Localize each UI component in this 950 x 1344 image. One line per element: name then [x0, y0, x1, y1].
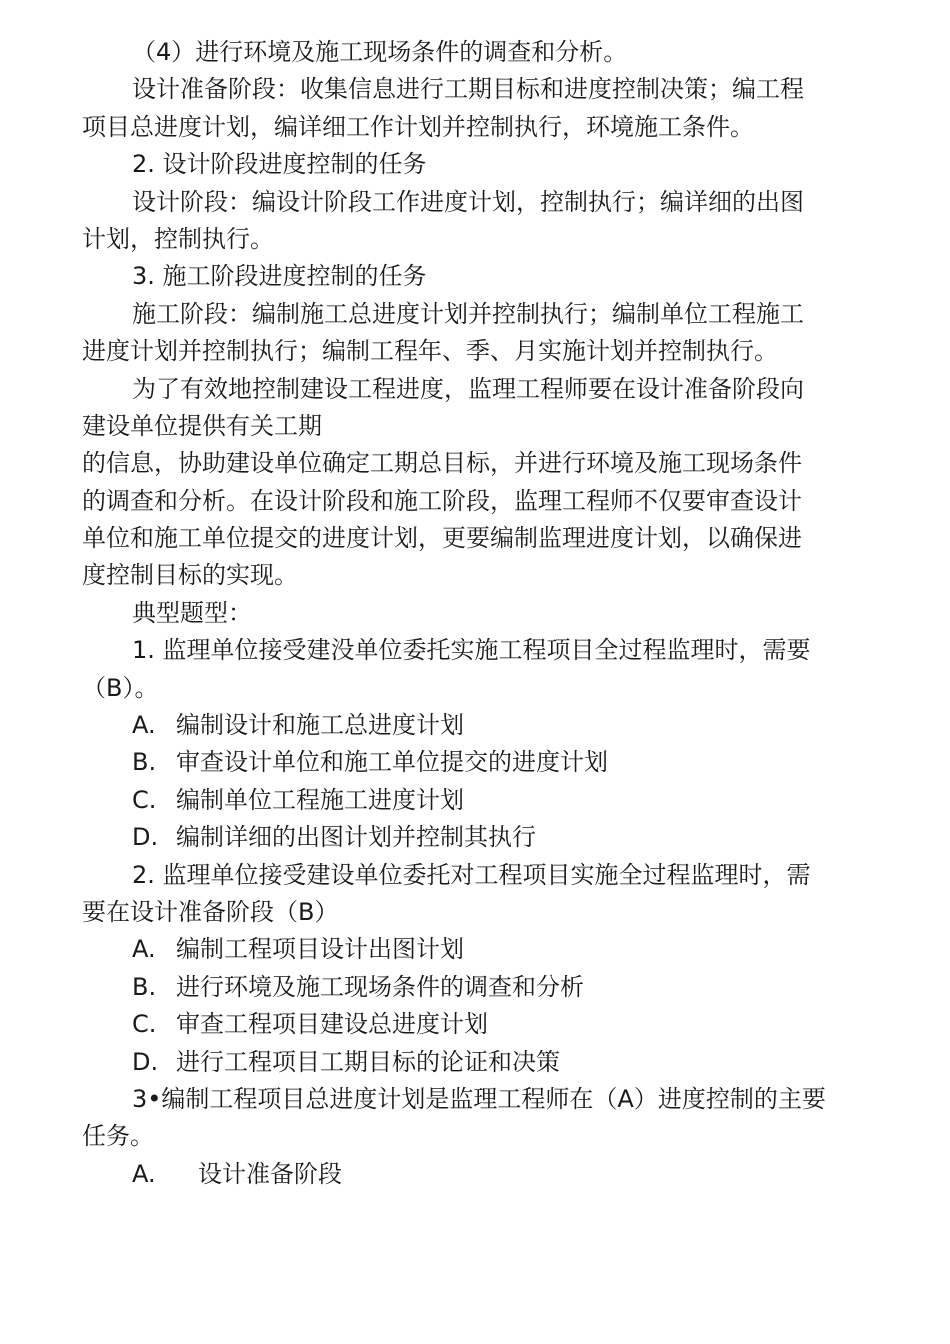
option-letter: B. [132, 972, 157, 1001]
option-letter: A. [132, 711, 156, 740]
q1-option-d [82, 819, 862, 856]
paragraph-line: 计划，控制执行。 [82, 224, 274, 253]
q3-option-a [82, 1156, 862, 1193]
paragraph-line: 单位和施工单位提交的进度计划，更要编制监理进度计划，以确保进 [82, 524, 802, 553]
q1-option-c [82, 782, 862, 819]
paragraph-line: 设计阶段：编设计阶段工作进度计划，控制执行；编详细的出图 [132, 187, 804, 216]
q1-option-b [82, 744, 862, 781]
q2-option-a [82, 931, 862, 968]
paragraph-line: （4）进行环境及施工现场条件的调查和分析。 [132, 38, 628, 66]
paragraph-line: 度控制目标的实现。 [82, 561, 298, 590]
section-heading: 2. 设计阶段进度控制的任务 [132, 150, 427, 179]
question-3-stem: 3•编制工程项目总进度计划是监理工程师在（A）进度控制的主要 [132, 1084, 826, 1113]
question-2-stem-cont: 要在设计准备阶段（B） [82, 897, 339, 926]
option-text: 编制设计和施工总进度计划 [176, 711, 464, 740]
q2-option-d [82, 1044, 862, 1081]
paragraph-line: 为了有效地控制建设工程进度，监理工程师要在设计准备阶段向 [132, 374, 804, 403]
question-3-stem-cont: 任务。 [82, 1122, 154, 1151]
option-text: 进行环境及施工现场条件的调查和分析 [176, 972, 584, 1001]
option-letter: C. [132, 1010, 157, 1039]
question-2-stem: 2. 监理单位接受建设单位委托对工程项目实施全过程监理时，需 [132, 860, 811, 889]
option-letter: A. [132, 935, 156, 964]
section-heading: 3. 施工阶段进度控制的任务 [132, 262, 427, 291]
question-1-stem: 1. 监理单位接受建没单位委托实施工程项目全过程监理时，需要 [132, 636, 811, 665]
option-letter: C. [132, 785, 157, 814]
document-page [82, 34, 862, 1193]
option-text: 审查工程项目建设总进度计划 [176, 1010, 488, 1039]
q2-option-c [82, 1006, 862, 1043]
paragraph-line: 的信息，协助建设单位确定工期总目标，并进行环境及施工现场条件 [82, 449, 802, 478]
paragraph-line: 的调查和分析。在设计阶段和施工阶段，监理工程师不仅要审查设计 [82, 486, 802, 515]
q2-option-b [82, 969, 862, 1006]
question-1-answer: （B）。 [82, 673, 159, 702]
paragraph-line: 建设单位提供有关工期 [82, 411, 322, 440]
option-letter: A. [132, 1159, 156, 1188]
option-letter: B. [132, 748, 157, 777]
paragraph-line: 设计准备阶段：收集信息进行工期目标和进度控制决策；编工程 [132, 75, 804, 104]
question-type-heading: 典型题型： [132, 598, 252, 627]
q1-option-a [82, 707, 862, 744]
option-text: 审查设计单位和施工单位提交的进度计划 [176, 748, 608, 777]
option-letter: D. [132, 1047, 159, 1076]
option-letter: D. [132, 823, 159, 852]
paragraph-line: 施工阶段：编制施工总进度计划并控制执行；编制单位工程施工 [132, 299, 804, 328]
option-text: 编制工程项目设计出图计划 [176, 935, 464, 964]
option-text: 编制单位工程施工进度计划 [176, 785, 464, 814]
option-text: 编制详细的出图计划并控制其执行 [176, 823, 536, 852]
paragraph-line: 项目总进度计划，编详细工作计划并控制执行，环境施工条件。 [82, 112, 754, 141]
option-text: 设计准备阶段 [198, 1159, 342, 1188]
paragraph-line: 进度计划并控制执行；编制工程年、季、月实施计划并控制执行。 [82, 337, 778, 366]
option-text: 进行工程项目工期目标的论证和决策 [176, 1047, 560, 1076]
